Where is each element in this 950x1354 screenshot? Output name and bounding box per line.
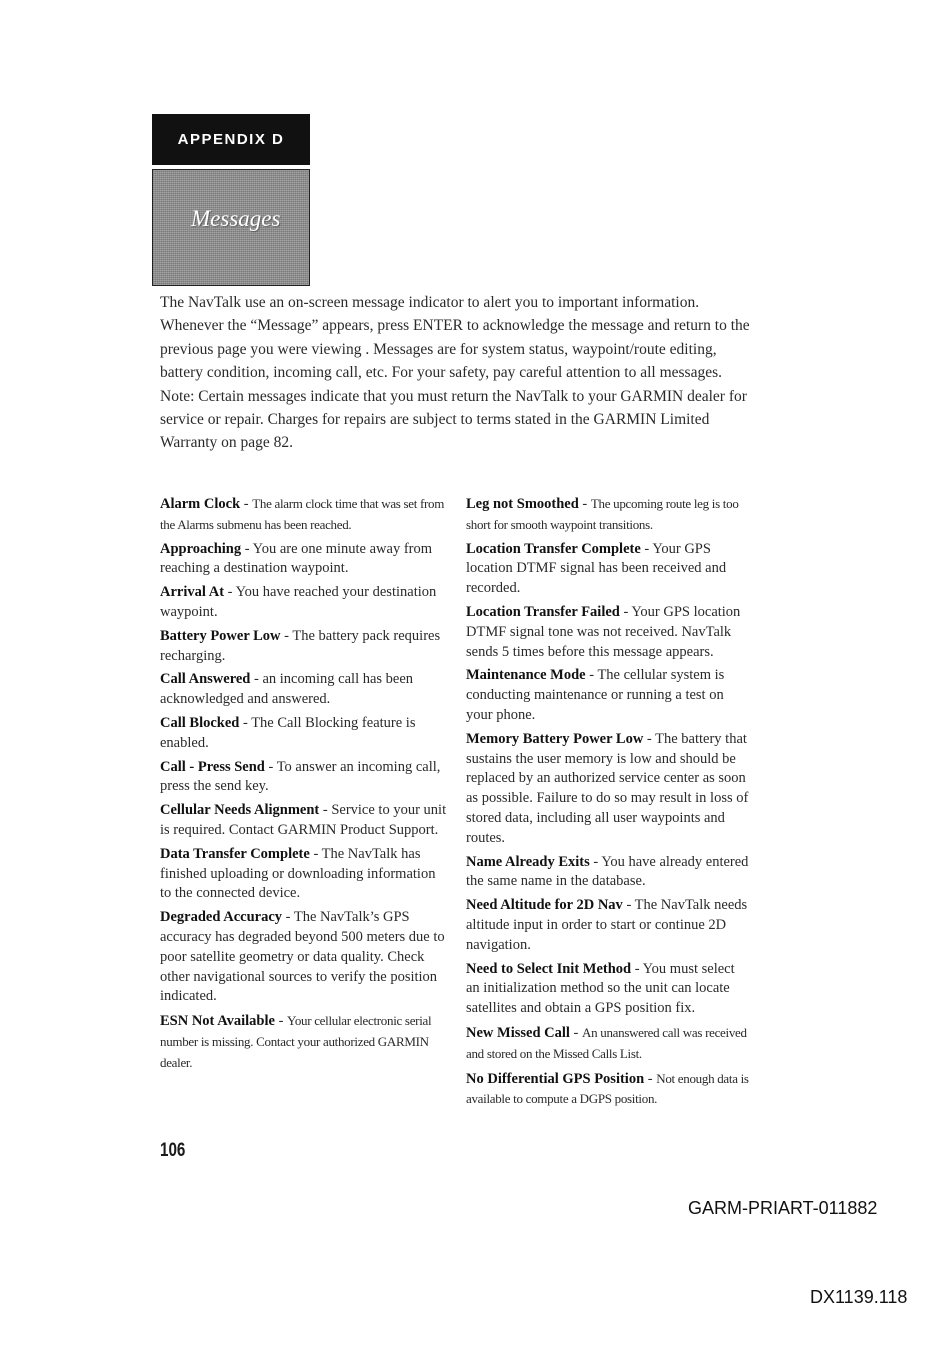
message-list-left [160, 494, 448, 1078]
message-entry: Memory Battery Power Low - The battery that sustains the user memory is low and should be replaced by an authorized service center as soon as possible. Failure to do so may result in loss of stored data, including all user waypoints and routes. [466, 730, 749, 846]
message-term: Alarm Clock [160, 496, 241, 512]
message-list-right [466, 494, 750, 1114]
message-description: You have reached your destination waypoint. [160, 584, 437, 620]
message-term: Cellular Needs Alignment [160, 802, 320, 819]
message-entry: No Differential GPS Position - Not enough data is available to compute a DGPS position. [466, 1070, 749, 1107]
message-entry: ESN Not Available - Your cellular electronic serial number is missing. Contact your authorized GARMIN dealer. [160, 1013, 432, 1070]
message-term: Call Blocked [160, 714, 240, 731]
message-description: Not enough data is available to compute a DGPS position. [466, 1070, 749, 1107]
message-description: Your GPS location DTMF signal has been received and recorded. [466, 540, 727, 597]
message-description: The NavTalk’s GPS accuracy has degraded beyond 500 meters due to poor satellite geometry or data quality. Check other navigational sources to verify the position indicated. [160, 909, 445, 1005]
message-description: To answer an incoming call, press the send key. [160, 758, 441, 795]
message-term: Battery Power Low [160, 627, 281, 644]
message-term: Approaching [160, 540, 242, 557]
message-term: Need to Select Init Method [466, 960, 632, 977]
intro-paragraph: The NavTalk use an on-screen message indicator to alert you to important information. Whenever the “Message” appears, press ENTER to acknowledge the message and return to the previous page you were viewing . Messages are for system status, waypoint/route editing, battery condition, incoming call, etc. For your safety, pay careful attention to all messages. Note: Certain messages indicate that you must return the NavTalk to your GARMIN dealer for service or repair. Charges for repairs are subject to terms stated in the GARMIN Limited Warranty on page 82. [160, 294, 750, 452]
message-entry: Call Answered - an incoming call has been acknowledged and answered. [160, 671, 414, 708]
message-entry: Location Transfer Failed - Your GPS location DTMF signal tone was not received. NavTalk sends 5 times before this message appears. [466, 603, 741, 660]
message-description: The NavTalk needs altitude input in order to start or continue 2D navigation. [466, 897, 748, 953]
message-entry: Call - Press Send - To answer an incoming call, press the send key. [160, 758, 441, 795]
message-term: Memory Battery Power Low [466, 730, 644, 747]
section-title: Messages [191, 206, 281, 231]
message-description: The battery pack requires recharging. [160, 627, 441, 664]
message-description: You are one minute away from reaching a destination waypoint. [160, 540, 433, 577]
message-term: Name Already Exits [466, 853, 590, 870]
message-description: The NavTalk has finished uploading or downloading information to the connected device. [160, 845, 436, 902]
message-term: Location Transfer Failed [466, 603, 620, 620]
message-term: Location Transfer Complete [466, 540, 641, 557]
message-entry: Call Blocked - The Call Blocking feature is enabled. [160, 714, 416, 751]
message-entry: Location Transfer Complete - Your GPS location DTMF signal has been received and recorded. [466, 540, 727, 597]
message-entry: Leg not Smoothed - The upcoming route leg is too short for smooth waypoint transitions. [466, 496, 739, 532]
message-entry: Name Already Exits - You have already entered the same name in the database. [466, 853, 749, 890]
message-entry: Battery Power Low - The battery pack requires recharging. [160, 627, 441, 664]
appendix-label: APPENDIX D [152, 114, 310, 165]
message-term: Data Transfer Complete [160, 845, 310, 862]
message-description: Your GPS location DTMF signal tone was not received. NavTalk sends 5 times before this message appears. [466, 603, 741, 660]
message-entry: Alarm Clock - The alarm clock time that was set from the Alarms submenu has been reached. [160, 496, 445, 532]
message-entry: Arrival At - You have reached your destination waypoint. [160, 584, 437, 620]
message-term: New Missed Call [466, 1024, 570, 1041]
message-entry: Cellular Needs Alignment - Service to your unit is required. Contact GARMIN Product Support. [160, 802, 447, 838]
exhibit-number: DX1139.118 [810, 1287, 908, 1307]
message-entry: Maintenance Mode - The cellular system is conducting maintenance or running a test on your phone. [466, 667, 725, 723]
bates-number: GARM-PRIART-011882 [688, 1198, 878, 1218]
message-description: The battery that sustains the user memory is low and should be replaced by an authorized service center as soon as possible. Failure to do so may result in loss of stored data, including all user waypoints and routes. [466, 730, 749, 846]
message-description: The upcoming route leg is too short for smooth waypoint transitions. [466, 496, 739, 532]
message-term: Leg not Smoothed [466, 496, 579, 512]
message-term: Maintenance Mode [466, 667, 586, 684]
message-entry: New Missed Call - An unanswered call was received and stored on the Missed Calls List. [466, 1024, 747, 1061]
message-term: Need Altitude for 2D Nav [466, 897, 623, 914]
message-description: The alarm clock time that was set from the Alarms submenu has been reached. [160, 496, 445, 532]
message-term: Call Answered [160, 671, 251, 688]
message-term: No Differential GPS Position [466, 1070, 645, 1087]
message-description: An unanswered call was received and stored on the Missed Calls List. [466, 1024, 747, 1061]
section-title-box [152, 169, 310, 286]
page-number: 106 [160, 1140, 186, 1161]
message-description: The cellular system is conducting maintenance or running a test on your phone. [466, 667, 725, 723]
message-description: You have already entered the same name in the database. [466, 853, 749, 890]
message-description: You must select an initialization method so the unit can locate satellites and obtain a GPS position fix. [466, 960, 735, 1017]
message-term: Arrival At [160, 584, 225, 601]
message-entry: Need Altitude for 2D Nav - The NavTalk needs altitude input in order to start or continue 2D navigation. [466, 897, 748, 953]
message-entry: Approaching - You are one minute away from reaching a destination waypoint. [160, 540, 433, 577]
message-entry: Need to Select Init Method - You must select an initialization method so the unit can locate satellites and obtain a GPS position fix. [466, 960, 735, 1017]
message-entry: Degraded Accuracy - The NavTalk’s GPS accuracy has degraded beyond 500 meters due to poor satellite geometry or data quality. Check other navigational sources to verify the position indicated. [160, 909, 445, 1005]
message-term: ESN Not Available [160, 1013, 275, 1030]
message-description: an incoming call has been acknowledged and answered. [160, 671, 414, 708]
message-term: Call - Press Send [160, 758, 265, 775]
message-description: Your cellular electronic serial number is missing. Contact your authorized GARMIN dealer. [160, 1013, 432, 1070]
message-entry: Data Transfer Complete - The NavTalk has finished uploading or downloading information to the connected device. [160, 845, 436, 902]
message-term: Degraded Accuracy [160, 909, 283, 926]
message-description: The Call Blocking feature is enabled. [160, 714, 416, 751]
message-description: Service to your unit is required. Contact GARMIN Product Support. [160, 802, 447, 838]
